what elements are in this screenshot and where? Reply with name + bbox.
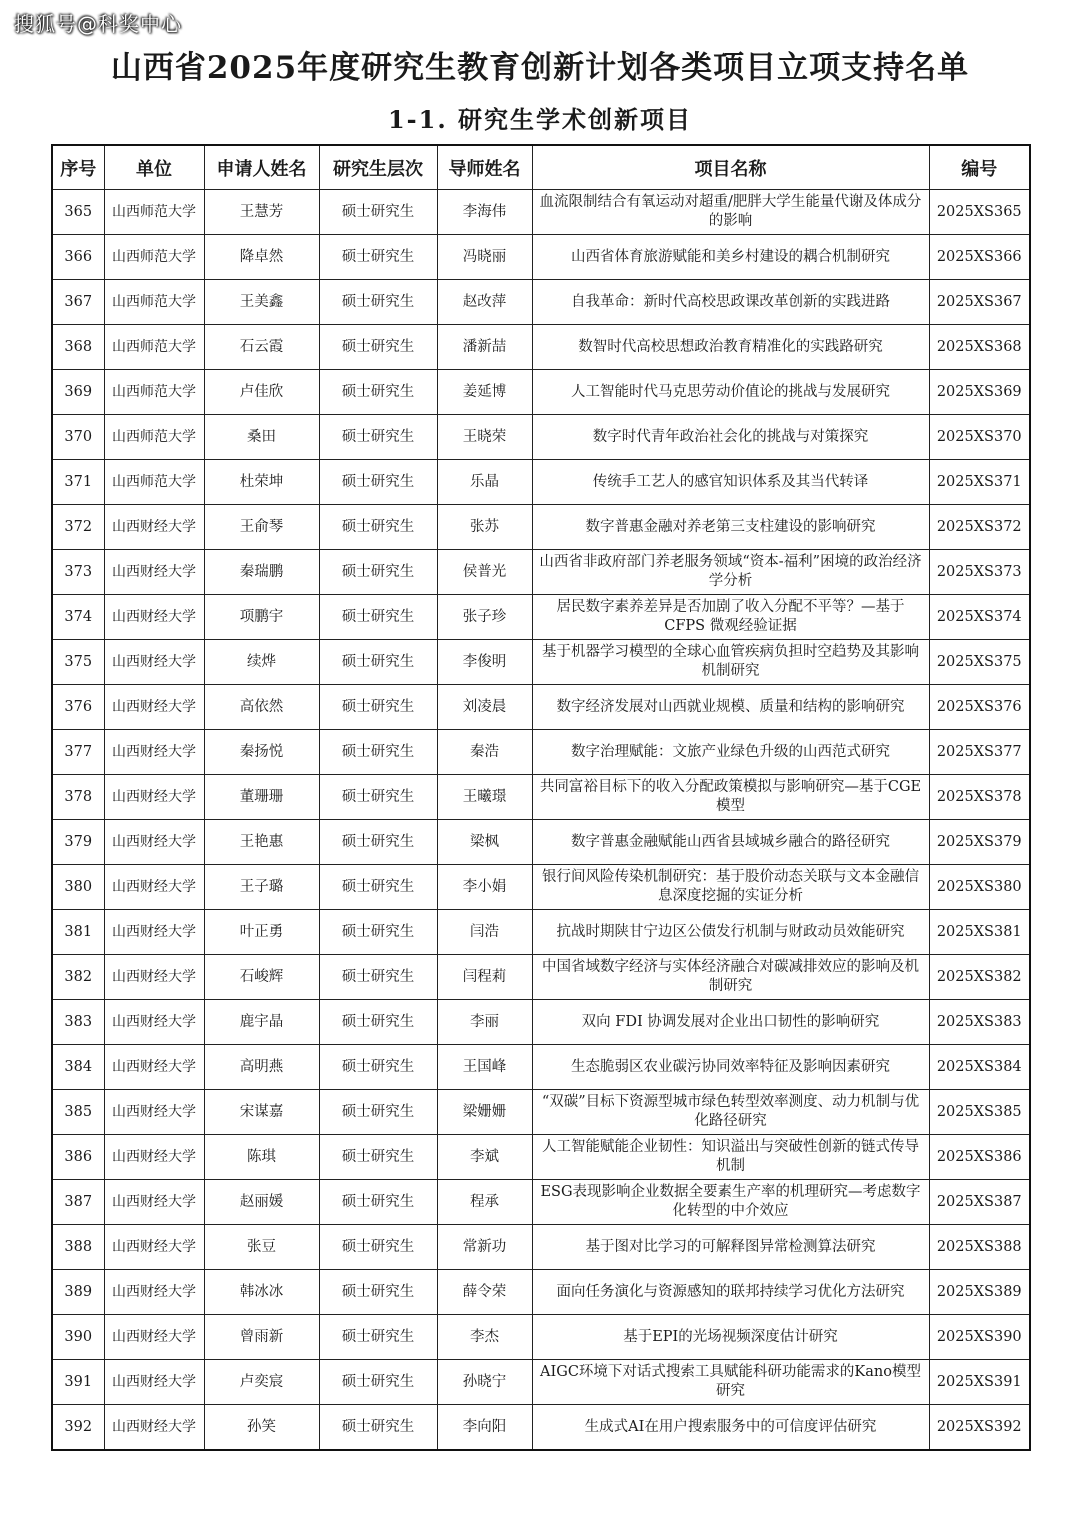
- cell-advisor: 姜延博: [437, 370, 532, 415]
- watermark: 搜狐号@科奖中心: [14, 12, 182, 36]
- cell-level: 硕士研究生: [319, 1180, 437, 1225]
- table-row: [52, 1225, 1030, 1270]
- cell-code: 2025XS378: [929, 775, 1030, 820]
- cell-advisor: 李小娟: [437, 865, 532, 910]
- cell-index: 384: [52, 1045, 104, 1090]
- cell-code: 2025XS383: [929, 1000, 1030, 1045]
- cell-applicant: 王美鑫: [204, 280, 319, 325]
- cell-code: 2025XS390: [929, 1315, 1030, 1360]
- cell-unit: 山西师范大学: [104, 415, 204, 460]
- cell-applicant: 韩冰冰: [204, 1270, 319, 1315]
- cell-code: 2025XS388: [929, 1225, 1030, 1270]
- cell-level: 硕士研究生: [319, 1045, 437, 1090]
- cell-code: 2025XS374: [929, 595, 1030, 640]
- cell-project: 共同富裕目标下的收入分配政策模拟与影响研究—基于CGE模型: [532, 775, 929, 820]
- cell-level: 硕士研究生: [319, 1135, 437, 1180]
- cell-code: 2025XS369: [929, 370, 1030, 415]
- cell-project: 基于机器学习模型的全球心血管疾病负担时空趋势及其影响机制研究: [532, 640, 929, 685]
- cell-unit: 山西财经大学: [104, 595, 204, 640]
- cell-level: 硕士研究生: [319, 640, 437, 685]
- cell-level: 硕士研究生: [319, 1225, 437, 1270]
- cell-index: 390: [52, 1315, 104, 1360]
- cell-unit: 山西财经大学: [104, 910, 204, 955]
- cell-level: 硕士研究生: [319, 190, 437, 235]
- cell-project: 数智时代高校思想政治教育精准化的实践路研究: [532, 325, 929, 370]
- cell-code: 2025XS370: [929, 415, 1030, 460]
- cell-applicant: 鹿宇晶: [204, 1000, 319, 1045]
- cell-advisor: 孙晓宁: [437, 1360, 532, 1405]
- cell-advisor: 乐晶: [437, 460, 532, 505]
- cell-code: 2025XS375: [929, 640, 1030, 685]
- cell-index: 370: [52, 415, 104, 460]
- cell-index: 369: [52, 370, 104, 415]
- cell-advisor: 秦浩: [437, 730, 532, 775]
- cell-index: 376: [52, 685, 104, 730]
- cell-index: 373: [52, 550, 104, 595]
- cell-index: 365: [52, 190, 104, 235]
- cell-applicant: 秦瑞鹏: [204, 550, 319, 595]
- cell-advisor: 刘凌晨: [437, 685, 532, 730]
- cell-level: 硕士研究生: [319, 370, 437, 415]
- cell-applicant: 续烨: [204, 640, 319, 685]
- cell-advisor: 程承: [437, 1180, 532, 1225]
- cell-unit: 山西财经大学: [104, 1405, 204, 1451]
- cell-level: 硕士研究生: [319, 1405, 437, 1451]
- cell-code: 2025XS372: [929, 505, 1030, 550]
- cell-applicant: 石云霞: [204, 325, 319, 370]
- cell-code: 2025XS386: [929, 1135, 1030, 1180]
- table-row: [52, 1135, 1030, 1180]
- cell-unit: 山西财经大学: [104, 505, 204, 550]
- header-advisor: 导师姓名: [437, 145, 532, 190]
- cell-advisor: 常新功: [437, 1225, 532, 1270]
- cell-index: 367: [52, 280, 104, 325]
- cell-project: 传统手工艺人的感官知识体系及其当代转译: [532, 460, 929, 505]
- table-row: [52, 190, 1030, 235]
- cell-applicant: 曾雨新: [204, 1315, 319, 1360]
- table-row: [52, 1000, 1030, 1045]
- cell-code: 2025XS389: [929, 1270, 1030, 1315]
- table-row: [52, 955, 1030, 1000]
- cell-advisor: 李丽: [437, 1000, 532, 1045]
- cell-advisor: 梁枫: [437, 820, 532, 865]
- cell-unit: 山西财经大学: [104, 1000, 204, 1045]
- cell-advisor: 李向阳: [437, 1405, 532, 1451]
- cell-advisor: 闫程莉: [437, 955, 532, 1000]
- cell-applicant: 赵丽媛: [204, 1180, 319, 1225]
- cell-applicant: 叶正勇: [204, 910, 319, 955]
- cell-advisor: 李俊明: [437, 640, 532, 685]
- cell-code: 2025XS366: [929, 235, 1030, 280]
- cell-code: 2025XS373: [929, 550, 1030, 595]
- cell-applicant: 宋谋嘉: [204, 1090, 319, 1135]
- cell-unit: 山西财经大学: [104, 640, 204, 685]
- cell-index: 375: [52, 640, 104, 685]
- cell-applicant: 降卓然: [204, 235, 319, 280]
- cell-applicant: 石峻辉: [204, 955, 319, 1000]
- cell-applicant: 高明燕: [204, 1045, 319, 1090]
- cell-code: 2025XS367: [929, 280, 1030, 325]
- cell-project: 面向任务演化与资源感知的联邦持续学习优化方法研究: [532, 1270, 929, 1315]
- cell-applicant: 张豆: [204, 1225, 319, 1270]
- table-row: [52, 460, 1030, 505]
- cell-applicant: 项鹏宇: [204, 595, 319, 640]
- cell-index: 389: [52, 1270, 104, 1315]
- cell-index: 372: [52, 505, 104, 550]
- cell-applicant: 桑田: [204, 415, 319, 460]
- cell-level: 硕士研究生: [319, 955, 437, 1000]
- cell-project: 血流限制结合有氧运动对超重/肥胖大学生能量代谢及体成分的影响: [532, 190, 929, 235]
- cell-unit: 山西师范大学: [104, 190, 204, 235]
- cell-level: 硕士研究生: [319, 1090, 437, 1135]
- cell-advisor: 王晓荣: [437, 415, 532, 460]
- header-code: 编号: [929, 145, 1030, 190]
- cell-project: 数字时代青年政治社会化的挑战与对策探究: [532, 415, 929, 460]
- cell-index: 380: [52, 865, 104, 910]
- cell-unit: 山西财经大学: [104, 955, 204, 1000]
- cell-project: 山西省非政府部门养老服务领域“资本-福利”困境的政治经济学分析: [532, 550, 929, 595]
- cell-level: 硕士研究生: [319, 415, 437, 460]
- header-project: 项目名称: [532, 145, 929, 190]
- cell-index: 383: [52, 1000, 104, 1045]
- cell-code: 2025XS385: [929, 1090, 1030, 1135]
- cell-code: 2025XS377: [929, 730, 1030, 775]
- cell-index: 391: [52, 1360, 104, 1405]
- cell-project: 基于图对比学习的可解释图异常检测算法研究: [532, 1225, 929, 1270]
- cell-level: 硕士研究生: [319, 280, 437, 325]
- cell-level: 硕士研究生: [319, 685, 437, 730]
- table-row: [52, 280, 1030, 325]
- table-row: [52, 820, 1030, 865]
- cell-advisor: 李海伟: [437, 190, 532, 235]
- cell-advisor: 张苏: [437, 505, 532, 550]
- cell-index: 382: [52, 955, 104, 1000]
- cell-applicant: 卢奕宸: [204, 1360, 319, 1405]
- cell-index: 385: [52, 1090, 104, 1135]
- cell-applicant: 王子璐: [204, 865, 319, 910]
- cell-unit: 山西财经大学: [104, 1315, 204, 1360]
- cell-project: 数字治理赋能：文旅产业绿色升级的山西范式研究: [532, 730, 929, 775]
- table-row: [52, 1045, 1030, 1090]
- table-row: [52, 1315, 1030, 1360]
- cell-level: 硕士研究生: [319, 820, 437, 865]
- cell-level: 硕士研究生: [319, 505, 437, 550]
- cell-project: “双碳”目标下资源型城市绿色转型效率测度、动力机制与优化路径研究: [532, 1090, 929, 1135]
- cell-level: 硕士研究生: [319, 325, 437, 370]
- cell-unit: 山西师范大学: [104, 235, 204, 280]
- cell-code: 2025XS382: [929, 955, 1030, 1000]
- cell-applicant: 王俞琴: [204, 505, 319, 550]
- table-row: [52, 235, 1030, 280]
- cell-project: 自我革命：新时代高校思政课改革创新的实践进路: [532, 280, 929, 325]
- cell-applicant: 高依然: [204, 685, 319, 730]
- cell-advisor: 王曦璟: [437, 775, 532, 820]
- cell-unit: 山西财经大学: [104, 1360, 204, 1405]
- cell-project: 人工智能赋能企业韧性：知识溢出与突破性创新的链式传导机制: [532, 1135, 929, 1180]
- project-table: [51, 144, 1031, 1451]
- cell-code: 2025XS392: [929, 1405, 1030, 1451]
- cell-code: 2025XS371: [929, 460, 1030, 505]
- cell-unit: 山西财经大学: [104, 1045, 204, 1090]
- cell-unit: 山西财经大学: [104, 775, 204, 820]
- cell-advisor: 侯普光: [437, 550, 532, 595]
- cell-applicant: 孙笑: [204, 1405, 319, 1451]
- cell-project: 银行间风险传染机制研究：基于股价动态关联与文本金融信息深度挖掘的实证分析: [532, 865, 929, 910]
- cell-level: 硕士研究生: [319, 910, 437, 955]
- table-row: [52, 325, 1030, 370]
- cell-advisor: 李斌: [437, 1135, 532, 1180]
- table-row: [52, 370, 1030, 415]
- cell-project: 居民数字素养差异是否加剧了收入分配不平等？—基于 CFPS 微观经验证据: [532, 595, 929, 640]
- cell-index: 366: [52, 235, 104, 280]
- cell-level: 硕士研究生: [319, 1315, 437, 1360]
- table-row: [52, 640, 1030, 685]
- section-subtitle: 1-1. 研究生学术创新项目: [387, 105, 693, 134]
- cell-advisor: 薛令荣: [437, 1270, 532, 1315]
- cell-unit: 山西财经大学: [104, 730, 204, 775]
- cell-unit: 山西财经大学: [104, 1135, 204, 1180]
- cell-project: AIGC环境下对话式搜索工具赋能科研功能需求的Kano模型研究: [532, 1360, 929, 1405]
- cell-level: 硕士研究生: [319, 1270, 437, 1315]
- table-row: [52, 865, 1030, 910]
- cell-advisor: 王国峰: [437, 1045, 532, 1090]
- cell-index: 377: [52, 730, 104, 775]
- cell-advisor: 潘新喆: [437, 325, 532, 370]
- table-row: [52, 910, 1030, 955]
- cell-unit: 山西财经大学: [104, 1225, 204, 1270]
- table-header-row: [52, 145, 1030, 190]
- table-row: [52, 1180, 1030, 1225]
- cell-unit: 山西财经大学: [104, 1090, 204, 1135]
- cell-unit: 山西财经大学: [104, 865, 204, 910]
- cell-unit: 山西师范大学: [104, 325, 204, 370]
- cell-advisor: 冯晓丽: [437, 235, 532, 280]
- cell-index: 388: [52, 1225, 104, 1270]
- cell-project: 生态脆弱区农业碳污协同效率特征及影响因素研究: [532, 1045, 929, 1090]
- cell-level: 硕士研究生: [319, 1360, 437, 1405]
- cell-advisor: 张子珍: [437, 595, 532, 640]
- cell-project: 人工智能时代马克思劳动价值论的挑战与发展研究: [532, 370, 929, 415]
- cell-index: 392: [52, 1405, 104, 1451]
- cell-index: 386: [52, 1135, 104, 1180]
- cell-code: 2025XS376: [929, 685, 1030, 730]
- cell-applicant: 王慧芳: [204, 190, 319, 235]
- cell-project: 基于EPI的光场视频深度估计研究: [532, 1315, 929, 1360]
- header-applicant: 申请人姓名: [204, 145, 319, 190]
- cell-project: 数字普惠金融对养老第三支柱建设的影响研究: [532, 505, 929, 550]
- cell-code: 2025XS381: [929, 910, 1030, 955]
- cell-applicant: 王艳惠: [204, 820, 319, 865]
- cell-project: 数字普惠金融赋能山西省县域城乡融合的路径研究: [532, 820, 929, 865]
- header-unit: 单位: [104, 145, 204, 190]
- cell-unit: 山西财经大学: [104, 820, 204, 865]
- cell-unit: 山西财经大学: [104, 1180, 204, 1225]
- cell-level: 硕士研究生: [319, 550, 437, 595]
- cell-level: 硕士研究生: [319, 460, 437, 505]
- header-level: 研究生层次: [319, 145, 437, 190]
- table-row: [52, 550, 1030, 595]
- cell-unit: 山西财经大学: [104, 685, 204, 730]
- table-row: [52, 1090, 1030, 1135]
- cell-project: 数字经济发展对山西就业规模、质量和结构的影响研究: [532, 685, 929, 730]
- cell-level: 硕士研究生: [319, 730, 437, 775]
- cell-level: 硕士研究生: [319, 775, 437, 820]
- cell-level: 硕士研究生: [319, 595, 437, 640]
- table-row: [52, 1405, 1030, 1451]
- cell-applicant: 秦扬悦: [204, 730, 319, 775]
- cell-project: 生成式AI在用户搜索服务中的可信度评估研究: [532, 1405, 929, 1451]
- cell-project: ESG表现影响企业数据全要素生产率的机理研究—考虑数字化转型的中介效应: [532, 1180, 929, 1225]
- cell-code: 2025XS379: [929, 820, 1030, 865]
- cell-project: 抗战时期陕甘宁边区公债发行机制与财政动员效能研究: [532, 910, 929, 955]
- table-row: [52, 505, 1030, 550]
- cell-code: 2025XS387: [929, 1180, 1030, 1225]
- cell-index: 374: [52, 595, 104, 640]
- table-row: [52, 775, 1030, 820]
- cell-unit: 山西财经大学: [104, 550, 204, 595]
- cell-applicant: 董珊珊: [204, 775, 319, 820]
- table-row: [52, 685, 1030, 730]
- cell-project: 山西省体育旅游赋能和美乡村建设的耦合机制研究: [532, 235, 929, 280]
- cell-unit: 山西师范大学: [104, 280, 204, 325]
- table-row: [52, 730, 1030, 775]
- cell-advisor: 梁姗姗: [437, 1090, 532, 1135]
- cell-code: 2025XS368: [929, 325, 1030, 370]
- cell-index: 368: [52, 325, 104, 370]
- cell-index: 381: [52, 910, 104, 955]
- page-title: 山西省2025年度研究生教育创新计划各类项目立项支持名单: [110, 50, 970, 86]
- cell-index: 378: [52, 775, 104, 820]
- cell-code: 2025XS365: [929, 190, 1030, 235]
- cell-advisor: 李杰: [437, 1315, 532, 1360]
- table-row: [52, 1360, 1030, 1405]
- cell-advisor: 闫浩: [437, 910, 532, 955]
- cell-level: 硕士研究生: [319, 235, 437, 280]
- table-row: [52, 1270, 1030, 1315]
- cell-unit: 山西师范大学: [104, 370, 204, 415]
- cell-level: 硕士研究生: [319, 1000, 437, 1045]
- cell-unit: 山西财经大学: [104, 1270, 204, 1315]
- cell-code: 2025XS384: [929, 1045, 1030, 1090]
- cell-applicant: 杜荣坤: [204, 460, 319, 505]
- cell-level: 硕士研究生: [319, 865, 437, 910]
- cell-advisor: 赵改萍: [437, 280, 532, 325]
- cell-index: 387: [52, 1180, 104, 1225]
- cell-index: 371: [52, 460, 104, 505]
- cell-index: 379: [52, 820, 104, 865]
- header-index: 序号: [52, 145, 104, 190]
- cell-project: 双向 FDI 协调发展对企业出口韧性的影响研究: [532, 1000, 929, 1045]
- cell-applicant: 卢佳欣: [204, 370, 319, 415]
- cell-code: 2025XS391: [929, 1360, 1030, 1405]
- cell-code: 2025XS380: [929, 865, 1030, 910]
- table-row: [52, 415, 1030, 460]
- table-row: [52, 595, 1030, 640]
- cell-applicant: 陈琪: [204, 1135, 319, 1180]
- cell-unit: 山西师范大学: [104, 460, 204, 505]
- cell-project: 中国省域数字经济与实体经济融合对碳减排效应的影响及机制研究: [532, 955, 929, 1000]
